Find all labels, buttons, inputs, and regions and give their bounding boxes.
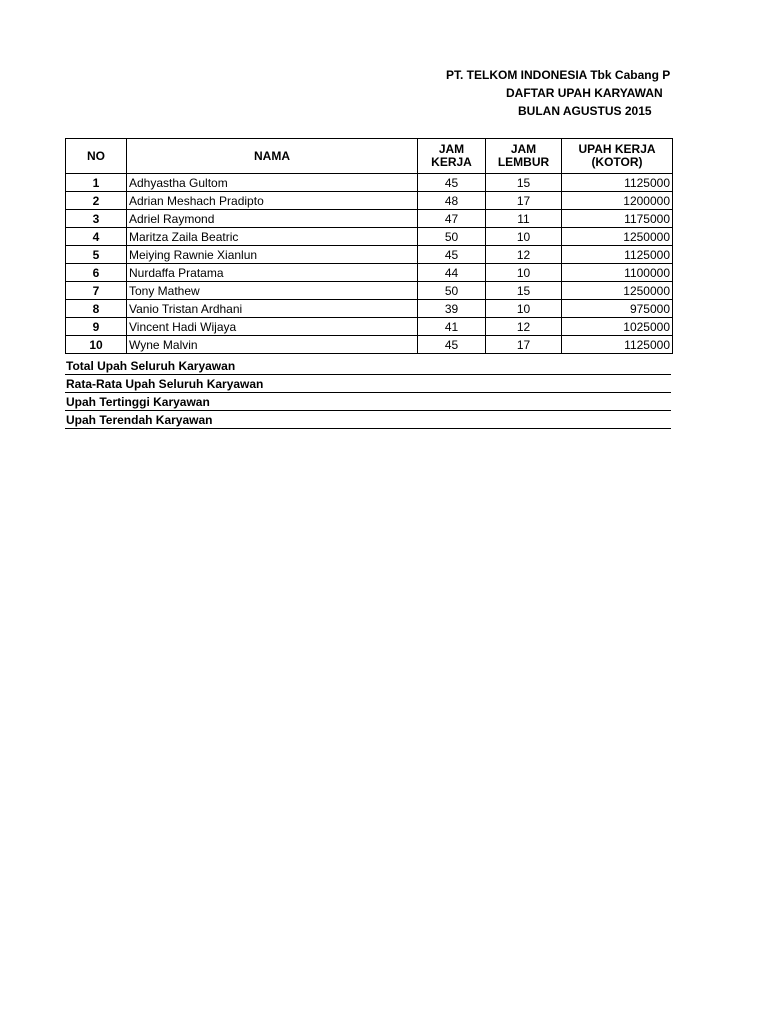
- column-header-no: NO: [66, 139, 127, 174]
- cell-nama: Vincent Hadi Wijaya: [127, 318, 418, 336]
- cell-jam-kerja: 45: [418, 246, 486, 264]
- cell-upah: 1100000: [562, 264, 673, 282]
- cell-no: 4: [66, 228, 127, 246]
- cell-no: 2: [66, 192, 127, 210]
- cell-jam-lembur: 12: [486, 246, 562, 264]
- column-header-jam-lembur-line1: JAM: [510, 142, 537, 156]
- cell-no: 8: [66, 300, 127, 318]
- cell-nama: Adrian Meshach Pradipto: [127, 192, 418, 210]
- summary-highest-label: Upah Tertinggi Karyawan: [65, 393, 671, 411]
- cell-jam-kerja: 48: [418, 192, 486, 210]
- cell-jam-lembur: 11: [486, 210, 562, 228]
- cell-no: 10: [66, 336, 127, 354]
- table-row: [66, 300, 673, 318]
- summary-lowest-label: Upah Terendah Karyawan: [65, 411, 671, 429]
- cell-nama: Adhyastha Gultom: [127, 174, 418, 192]
- cell-nama: Nurdaffa Pratama: [127, 264, 418, 282]
- company-title: PT. TELKOM INDONESIA Tbk Cabang P: [446, 68, 671, 82]
- table-header-row: [66, 139, 673, 174]
- cell-nama: Wyne Malvin: [127, 336, 418, 354]
- cell-jam-kerja: 44: [418, 264, 486, 282]
- cell-jam-lembur: 12: [486, 318, 562, 336]
- cell-jam-lembur: 15: [486, 282, 562, 300]
- cell-upah: 975000: [562, 300, 673, 318]
- cell-no: 6: [66, 264, 127, 282]
- summary-table: [65, 357, 671, 429]
- summary-average-label: Rata-Rata Upah Seluruh Karyawan: [65, 375, 671, 393]
- cell-no: 1: [66, 174, 127, 192]
- column-header-jam-lembur: [486, 139, 562, 174]
- cell-upah: 1125000: [562, 246, 673, 264]
- cell-upah: 1175000: [562, 210, 673, 228]
- cell-nama: Adriel Raymond: [127, 210, 418, 228]
- column-header-jam-kerja: [418, 139, 486, 174]
- summary-row-total: [65, 357, 671, 375]
- cell-jam-lembur: 17: [486, 192, 562, 210]
- cell-nama: Maritza Zaila Beatric: [127, 228, 418, 246]
- cell-jam-lembur: 10: [486, 228, 562, 246]
- cell-jam-kerja: 41: [418, 318, 486, 336]
- table-row: [66, 336, 673, 354]
- cell-jam-lembur: 10: [486, 300, 562, 318]
- cell-jam-lembur: 17: [486, 336, 562, 354]
- cell-nama: Tony Mathew: [127, 282, 418, 300]
- table-row: [66, 174, 673, 192]
- summary-row-average: [65, 375, 671, 393]
- table-row: [66, 264, 673, 282]
- cell-upah: 1250000: [562, 282, 673, 300]
- table-row: [66, 192, 673, 210]
- summary-row-lowest: [65, 411, 671, 429]
- cell-upah: 1250000: [562, 228, 673, 246]
- cell-upah: 1025000: [562, 318, 673, 336]
- table-row: [66, 246, 673, 264]
- cell-upah: 1125000: [562, 174, 673, 192]
- table-row: [66, 282, 673, 300]
- cell-jam-kerja: 39: [418, 300, 486, 318]
- cell-nama: Vanio Tristan Ardhani: [127, 300, 418, 318]
- column-header-jam-lembur-line2: LEMBUR: [497, 155, 550, 169]
- cell-no: 3: [66, 210, 127, 228]
- summary-row-highest: [65, 393, 671, 411]
- column-header-upah-line2: (KOTOR): [591, 155, 643, 169]
- cell-no: 9: [66, 318, 127, 336]
- cell-jam-lembur: 15: [486, 174, 562, 192]
- cell-no: 7: [66, 282, 127, 300]
- cell-jam-kerja: 47: [418, 210, 486, 228]
- table-row: [66, 318, 673, 336]
- cell-upah: 1200000: [562, 192, 673, 210]
- cell-jam-kerja: 45: [418, 174, 486, 192]
- cell-jam-lembur: 10: [486, 264, 562, 282]
- cell-nama: Meiying Rawnie Xianlun: [127, 246, 418, 264]
- table-row: [66, 228, 673, 246]
- column-header-nama: NAMA: [127, 139, 418, 174]
- column-header-upah-line1: UPAH KERJA: [578, 142, 656, 156]
- document-title: DAFTAR UPAH KARYAWAN: [506, 86, 663, 100]
- table-row: [66, 210, 673, 228]
- column-header-jam-kerja-line1: JAM: [438, 142, 465, 156]
- column-header-jam-kerja-line2: KERJA: [431, 155, 472, 169]
- summary-total-label: Total Upah Seluruh Karyawan: [65, 357, 671, 375]
- cell-upah: 1125000: [562, 336, 673, 354]
- cell-jam-kerja: 50: [418, 228, 486, 246]
- period-title: BULAN AGUSTUS 2015: [518, 104, 652, 118]
- cell-no: 5: [66, 246, 127, 264]
- cell-jam-kerja: 45: [418, 336, 486, 354]
- cell-jam-kerja: 50: [418, 282, 486, 300]
- column-header-upah: [562, 139, 673, 174]
- wage-table: [65, 138, 673, 354]
